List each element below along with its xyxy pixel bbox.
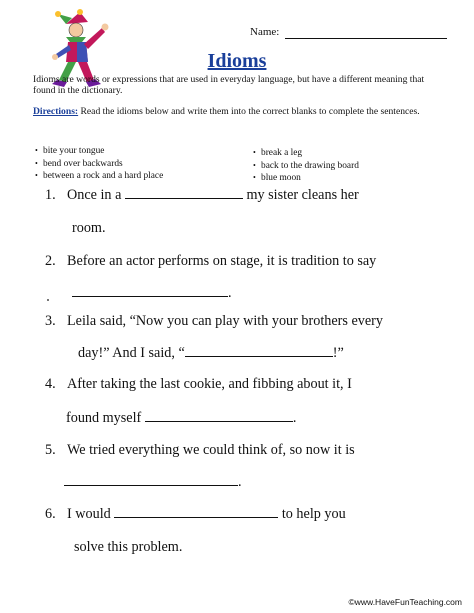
answer-blank[interactable] [185, 356, 333, 357]
question-number: 4. [45, 376, 56, 392]
question-1-line1 [45, 187, 359, 204]
idiom-item: • blue moon [253, 172, 359, 185]
idiom-item: • between a rock and a hard place [35, 170, 163, 183]
footer-copyright: ©www.HaveFunTeaching.com [348, 597, 462, 607]
question-text: Once in a [67, 187, 125, 203]
question-number: 6. [45, 506, 56, 522]
directions-text: Read the idioms below and write them into the correct blanks to complete the sentences. [78, 106, 420, 117]
stray-dot [47, 299, 49, 301]
question-4-line2 [66, 410, 296, 427]
answer-blank[interactable] [72, 296, 228, 297]
question-text: . [238, 474, 242, 490]
idiom-item: • break a leg [253, 147, 359, 160]
intro-text: Idioms are words or expressions that are used in everyday language, but have a different meaning that found in the dictionary. [33, 74, 425, 96]
answer-blank[interactable] [145, 421, 293, 422]
answer-blank[interactable] [125, 198, 243, 199]
question-text: After taking the last cookie, and fibbing about it, I [67, 376, 352, 392]
idiom-item: • bite your tongue [35, 145, 163, 158]
question-text: . [292, 410, 297, 426]
page-title: Idioms [207, 50, 267, 72]
question-number: 3. [45, 313, 56, 329]
question-2-line2 [72, 285, 232, 302]
idiom-item: • bend over backwards [35, 158, 163, 171]
idiom-list-left [35, 145, 163, 183]
answer-blank[interactable] [114, 517, 278, 518]
question-3-line1 [45, 313, 383, 330]
question-number: 2. [45, 253, 56, 269]
question-6-line2: solve this problem. [74, 539, 183, 555]
question-6-line1 [45, 506, 346, 523]
question-text: Leila said, “Now you can play with your brothers every [67, 313, 383, 329]
question-number: 1. [45, 187, 56, 203]
question-text: I would [67, 506, 115, 522]
question-4-line1 [45, 376, 352, 393]
question-text: to help you [278, 506, 346, 522]
question-2-line1 [45, 253, 376, 270]
question-text: day!” And I said, “ [78, 345, 185, 361]
question-text: !” [332, 345, 344, 361]
directions [33, 106, 445, 117]
question-text: Before an actor performs on stage, it is tradition to say [67, 253, 377, 269]
question-text: . [228, 285, 232, 301]
idiom-item: • back to the drawing board [253, 160, 359, 173]
name-field-line[interactable] [285, 38, 447, 39]
answer-blank[interactable] [64, 485, 238, 486]
question-text: found myself [66, 410, 145, 426]
name-label: Name: [250, 26, 280, 38]
idiom-list-right [253, 147, 359, 185]
question-text: We tried everything we could think of, so now it is [67, 442, 355, 458]
question-1-line2: room. [72, 220, 106, 236]
question-5-line2 [64, 474, 242, 491]
question-5-line1 [45, 442, 355, 459]
directions-label: Directions: [33, 106, 79, 117]
question-text: my sister cleans her [242, 187, 359, 203]
question-3-line2 [78, 345, 344, 362]
question-number: 5. [45, 442, 56, 458]
